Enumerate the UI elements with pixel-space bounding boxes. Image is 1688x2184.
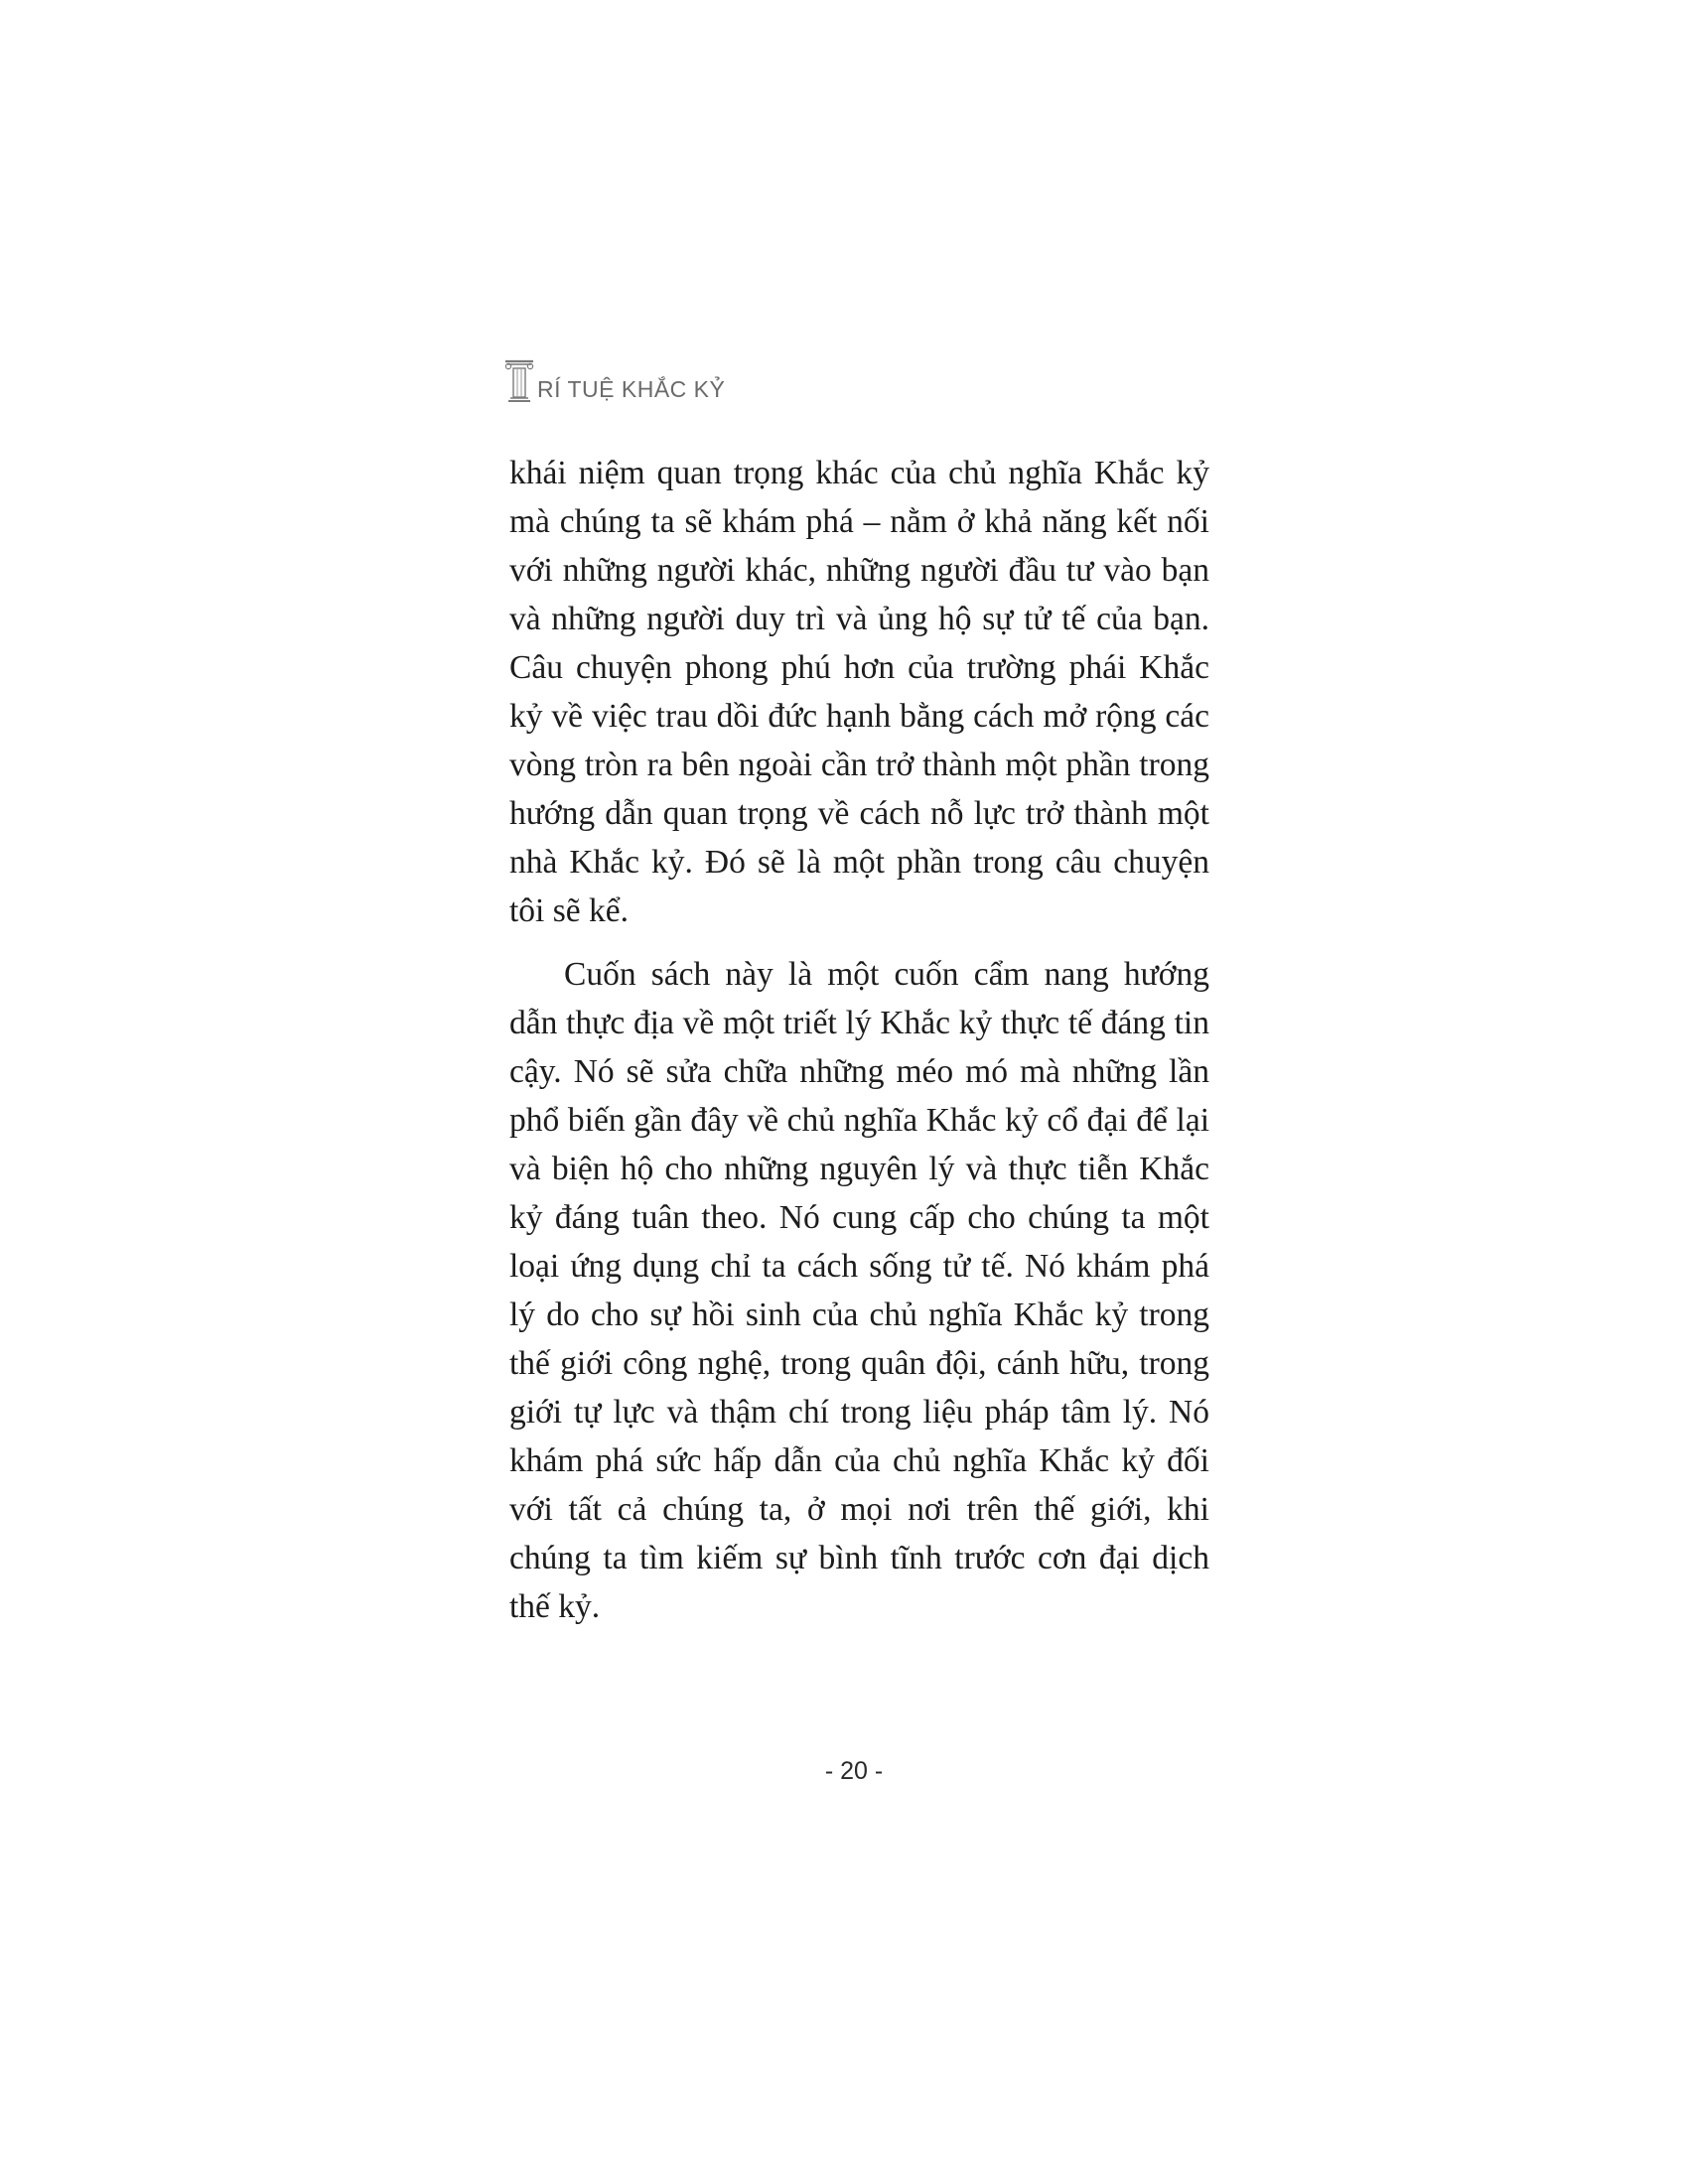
paragraph: Cuốn sách này là một cuốn cẩm nang hướng dẫn thực địa về một triết lý Khắc kỷ thực tế đáng tin cậy. Nó sẽ sửa chữa những méo mó mà những lần phổ biến gần đây về chủ nghĩa Khắc kỷ cổ đại để lại và biện hộ cho những nguyên lý và thực tiễn Khắc kỷ đáng tuân theo. Nó cung cấp cho chúng ta một loại ứng dụng chỉ ta cách sống tử tế. Nó khám phá lý do cho sự hồi sinh của chủ nghĩa Khắc kỷ trong thế giới công nghệ, trong quân đội, cánh hữu, trong giới tự lực và thậm chí trong liệu pháp tâm lý. Nó khám phá sức hấp dẫn của chủ nghĩa Khắc kỷ đối với tất cả chúng ta, ở mọi nơi trên thế giới, khi chúng ta tìm kiếm sự bình tĩnh trước cơn đại dịch thế kỷ. [509, 956, 1209, 1625]
body-text [509, 449, 1209, 1631]
paragraph: khái niệm quan trọng khác của chủ nghĩa Khắc kỷ mà chúng ta sẽ khám phá – nằm ở khả năng kết nối với những người khác, những người đầu tư vào bạn và những người duy trì và ủng hộ sự tử tế của bạn. Câu chuyện phong phú hơn của trường phái Khắc kỷ về việc trau dồi đức hạnh bằng cách mở rộng các vòng tròn ra bên ngoài cần trở thành một phần trong hướng dẫn quan trọng về cách nỗ lực trở thành một nhà Khắc kỷ. Đó sẽ là một phần trong câu chuyện tôi sẽ kể. [509, 455, 1209, 929]
ionic-column-icon [503, 357, 535, 403]
running-header [503, 353, 725, 403]
page-number: - 20 - [824, 1757, 884, 1785]
running-header-title: RÍ TUỆ KHẮC KỶ [537, 376, 726, 402]
